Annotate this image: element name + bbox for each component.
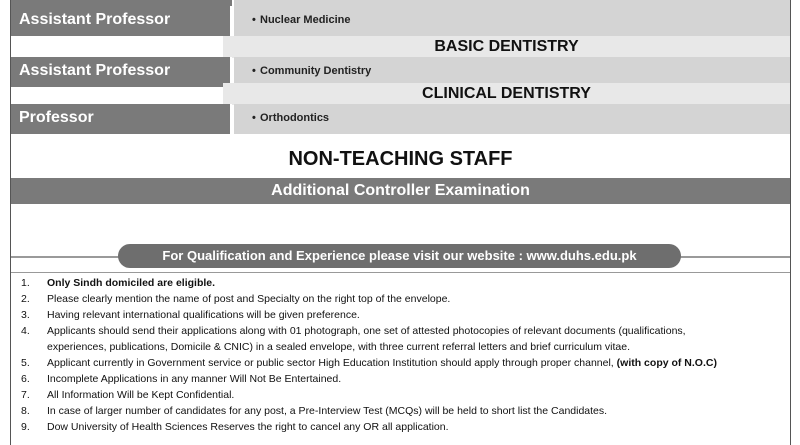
post-title: Professor [19, 109, 94, 126]
list-item-number: 2. [21, 293, 30, 305]
section-heading-text: CLINICAL DENTISTRY [422, 85, 591, 102]
list-item-text: Incomplete Applications in any manner Will Not Be Entertained. [47, 373, 342, 385]
list-item-number: 8. [21, 405, 30, 417]
non-teaching-title: NON-TEACHING STAFF [288, 148, 513, 170]
post-row-nuclear-medicine [11, 6, 790, 36]
list-item-number: 9. [21, 421, 30, 433]
section-heading-clinical-dentistry [223, 83, 790, 105]
specialty-cell [234, 6, 790, 36]
list-item-number: 7. [21, 389, 30, 401]
list-item-number: 4. [21, 325, 30, 337]
list-item-text: experiences, publications, Domicile & CNIC) in a sealed envelope, with three current referral letters and brief curriculum vitae. [47, 341, 631, 353]
website-banner-text: For Qualification and Experience please visit our website : www.duhs.edu.pk [162, 248, 637, 263]
list-item-text: In case of larger number of candidates for any post, a Pre-Interview Test (MCQs) will be held to short list the Candidates. [47, 405, 608, 417]
bullet-icon: • [252, 65, 256, 77]
instructions-list [11, 272, 790, 445]
list-item-text: Please clearly mention the name of post and Specialty on the right top of the envelope. [47, 293, 451, 305]
list-item-bold-suffix: (with copy of N.O.C) [613, 357, 717, 369]
list-item-text: Applicants should send their applications along with 01 photograph, one set of attested photocopies of relevant documents (qualifications, [47, 325, 686, 337]
post-row-orthodontics [11, 104, 790, 134]
list-item-text: Having relevant international qualifications will be given preference. [47, 309, 360, 321]
website-banner [118, 244, 681, 268]
section-heading-text: BASIC DENTISTRY [434, 38, 579, 55]
list-item-text: Dow University of Health Sciences Reserves the right to cancel any OR all application. [47, 421, 449, 433]
post-title: Assistant Professor [19, 11, 171, 28]
list-item-number: 6. [21, 373, 30, 385]
non-teaching-position: Additional Controller Examination [271, 182, 530, 199]
post-title-cell [11, 57, 232, 87]
section-heading-basic-dentistry [223, 36, 790, 58]
list-item-text-wrapper [47, 356, 781, 370]
post-title: Assistant Professor [19, 62, 171, 79]
non-teaching-position-bar [11, 178, 790, 204]
bullet-icon: • [252, 14, 256, 26]
specialty-name: Community Dentistry [260, 65, 372, 77]
list-item-number: 1. [21, 277, 30, 289]
list-item-text: All Information Will be Kept Confidential. [47, 389, 235, 401]
specialty-name: Nuclear Medicine [260, 14, 351, 26]
list-item-number: 3. [21, 309, 30, 321]
post-title-cell [11, 6, 232, 36]
specialty-cell [234, 104, 790, 134]
list-item-number: 5. [21, 357, 30, 369]
bullet-icon: • [252, 112, 256, 124]
post-title-cell [11, 104, 232, 134]
specialty-name: Orthodontics [260, 112, 330, 124]
list-item-text: Only Sindh domiciled are eligible. [47, 277, 216, 289]
list-item-text: Applicant currently in Government service or public sector High Education Institution should apply through proper channel, [47, 357, 614, 369]
